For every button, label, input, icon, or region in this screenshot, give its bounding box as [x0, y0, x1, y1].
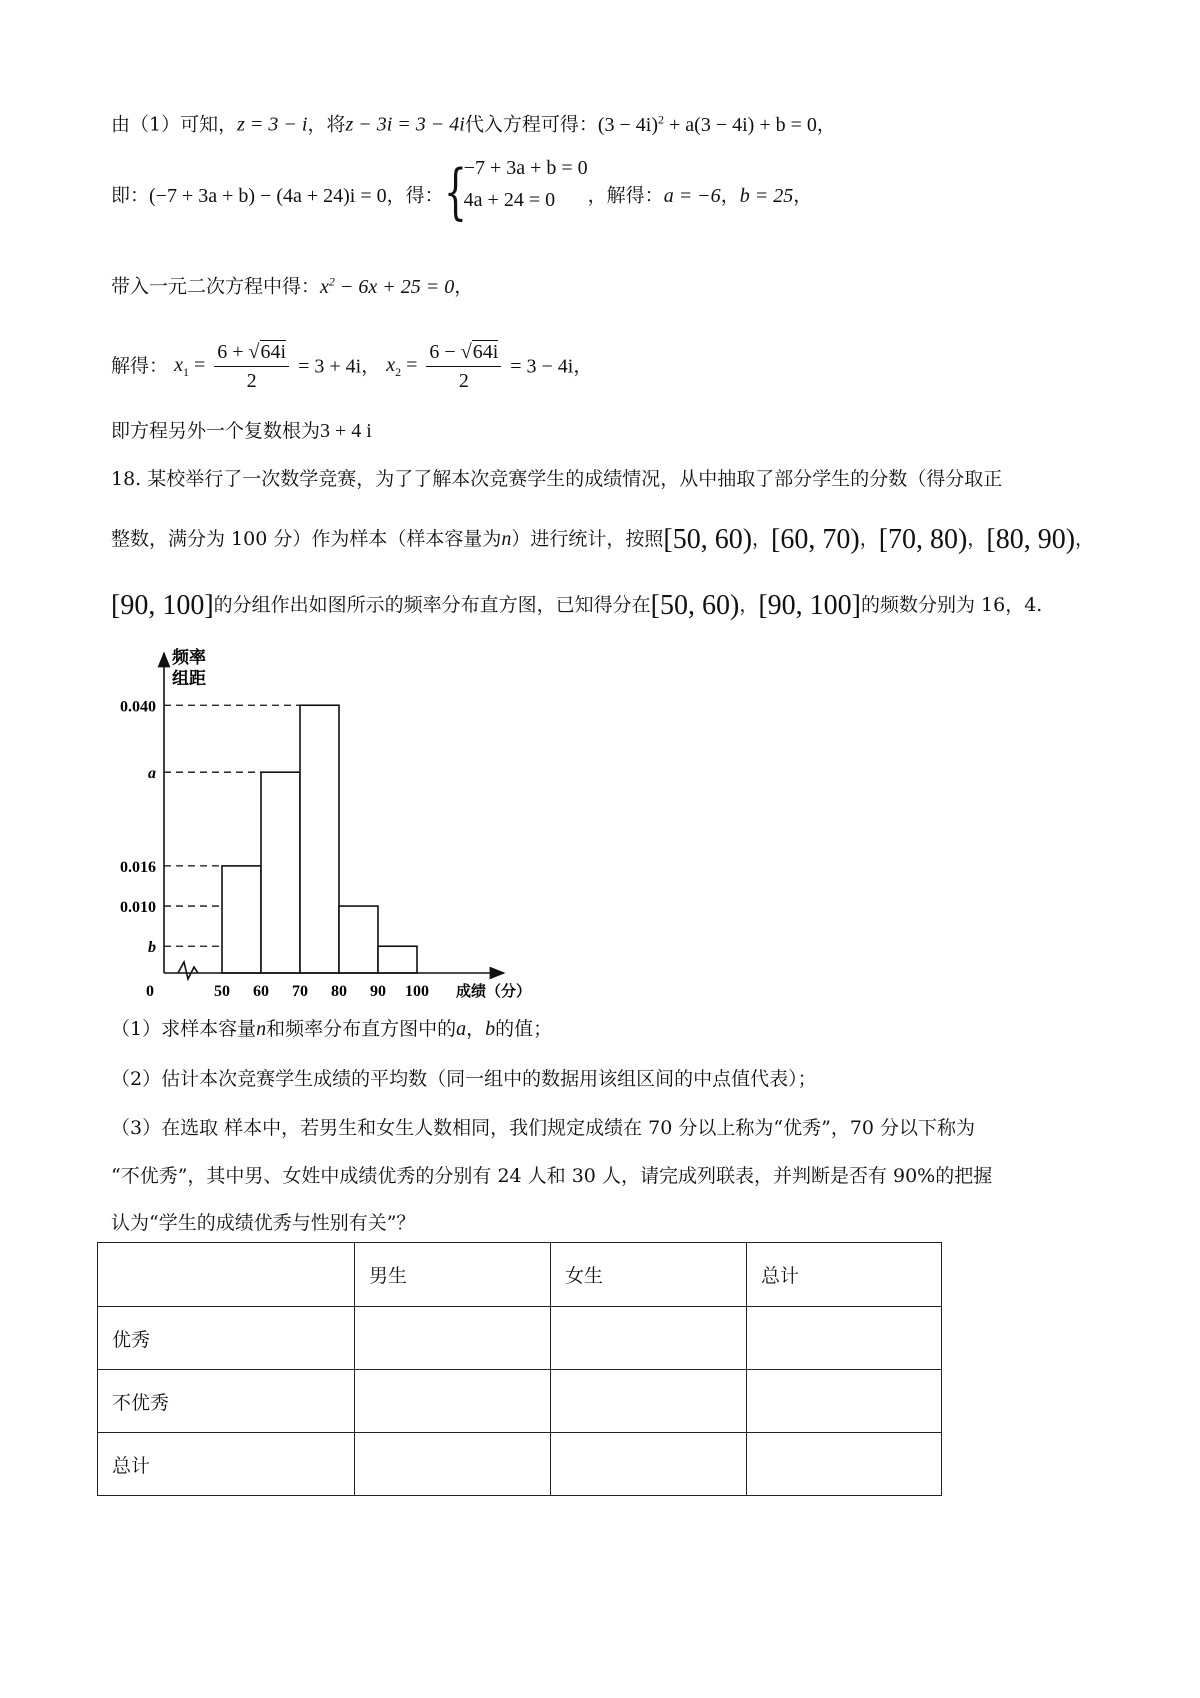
row-label: 总计: [98, 1433, 355, 1496]
table-cell: [355, 1433, 551, 1496]
interval-60-70: [60, 70): [771, 524, 860, 555]
table-cell: [551, 1433, 747, 1496]
final-root: 3 + 4 i: [320, 420, 372, 442]
math-substitution: z − 3i = 3 − 4i: [345, 113, 465, 136]
x-tick-label: 60: [253, 983, 269, 1000]
row-label: 不优秀: [98, 1370, 355, 1433]
problem-18-line-2: 整数，满分为 100 分）作为样本（样本容量为n）进行统计，按照[50, 60)，[60, 70)，[70, 80)，[80, 90)，: [111, 524, 1095, 555]
histogram-bar: [339, 906, 378, 973]
problem-18-line-3: [90, 100]的分组作出如图所示的频率分布直方图，已知得分在[50, 60)，[90, 100]的频数分别为 16，4.: [111, 590, 1043, 621]
frequency-histogram: [112, 645, 542, 1005]
histogram-bar: [261, 772, 300, 973]
y-tick-label: a: [148, 765, 156, 783]
interval-80-90: [80, 90): [986, 524, 1076, 555]
table-row: [98, 1307, 942, 1370]
y-tick-label: b: [148, 939, 156, 957]
table-row: [98, 1433, 942, 1496]
table-cell: [747, 1370, 942, 1433]
question-1: （1）求样本容量n和频率分布直方图中的a，b的值；: [111, 1018, 553, 1040]
y-tick-label: 0.040: [120, 698, 156, 716]
x-tick-label: 50: [214, 983, 230, 1000]
table-header-cell: 总计: [747, 1243, 942, 1307]
x-axis-label: 成绩（分）: [456, 982, 532, 1000]
math-quadratic: $x^2 - 6x + 25 = 0$: [320, 274, 455, 298]
math-expanded: (−7 + 3a + b) − (4a + 24)i = 0: [149, 185, 387, 207]
table-header-cell: 女生: [551, 1243, 747, 1307]
origin-label: 0: [146, 983, 154, 1000]
table-header-cell: [98, 1243, 355, 1307]
math-z: z = 3 − i: [237, 113, 308, 136]
table-cell: [355, 1307, 551, 1370]
y-axis-label-top: 频率: [172, 648, 206, 668]
root-x1: $x_1$ =: [174, 354, 211, 379]
y-tick-label: 0.010: [120, 899, 156, 917]
table-cell: [551, 1307, 747, 1370]
x-tick-label: 90: [370, 983, 386, 1000]
y-tick-label: 0.016: [120, 858, 156, 876]
histogram-bar: [300, 705, 339, 973]
fraction-x2: $\frac{6 - √64i}{2}$: [426, 342, 501, 391]
table-cell: [747, 1307, 942, 1370]
axis-break: [178, 962, 198, 979]
solution-line-2: 即：(−7 + 3a + b) − (4a + 24)i = 0，得： { −7 + 3a + b = 0 4a + 24 = 0 ，解得：a = −6，b = 25，: [111, 176, 812, 216]
histogram-bar: [222, 866, 261, 973]
problem-18-line-1: 18. 某校举行了一次数学竞赛，为了了解本次竞赛学生的成绩情况，从中抽取了部分学生的分数（得分取正: [111, 468, 1003, 490]
x-tick-label: 70: [292, 983, 308, 1000]
row-label: 优秀: [98, 1307, 355, 1370]
solution-line-5: 即方程另外一个复数根为3 + 4 i: [111, 420, 372, 442]
interval-70-80: [70, 80): [878, 524, 968, 555]
x-tick-label: 80: [331, 983, 347, 1000]
question-2: （2）估计本次竞赛学生成绩的平均数（同一组中的数据用该组区间的中点值代表）；: [111, 1068, 817, 1090]
interval-90-100: [90, 100]: [111, 590, 214, 621]
histogram-bar: [378, 946, 417, 973]
question-3-line-2: “不优秀”，其中男、女姓中成绩优秀的分别有 24 人和 30 人，请完成列联表，并判断是否有 90%的把握: [111, 1165, 993, 1187]
solution-line-4: 解得： $x_1$ = $\frac{6 + √64i}{2}$ = 3 + 4i， $x_2$ = $\frac{6 - √64i}{2}$ = 3 − 4i，: [111, 341, 593, 392]
table-header-cell: 男生: [355, 1243, 551, 1307]
y-axis-label-bottom: 组距: [172, 669, 206, 689]
equation-system: { −7 + 3a + b = 0 4a + 24 = 0: [443, 157, 588, 227]
question-3-line-1: （3）在选取 样本中，若男生和女生人数相同，我们规定成绩在 70 分以上称为“优秀”，70 分以下称为: [111, 1117, 976, 1139]
x-tick-label: 100: [405, 983, 429, 1000]
root-x2: $x_2$ =: [386, 354, 423, 379]
table-cell: [747, 1433, 942, 1496]
interval-50-60: [50, 60): [663, 524, 753, 555]
math-equation: $(3 - 4i)^2 + a(3 - 4i) + b = 0$: [597, 112, 817, 136]
table-cell: [355, 1370, 551, 1433]
fraction-x1: $\frac{6 + √64i}{2}$: [214, 342, 289, 391]
table-row: [98, 1370, 942, 1433]
solution-line-1: 由（1）可知，z = 3 − i，将z − 3i = 3 − 4i代入方程可得：$(3 - 4i)^2 + a(3 - 4i) + b = 0$，: [111, 112, 836, 136]
question-3-line-3: 认为“学生的成绩优秀与性别有关”？: [111, 1212, 416, 1234]
contingency-table: [97, 1242, 942, 1496]
solution-line-3: 带入一元二次方程中得：$x^2 - 6x + 25 = 0$，: [111, 274, 474, 298]
table-header-row: [98, 1243, 942, 1307]
table-cell: [551, 1370, 747, 1433]
